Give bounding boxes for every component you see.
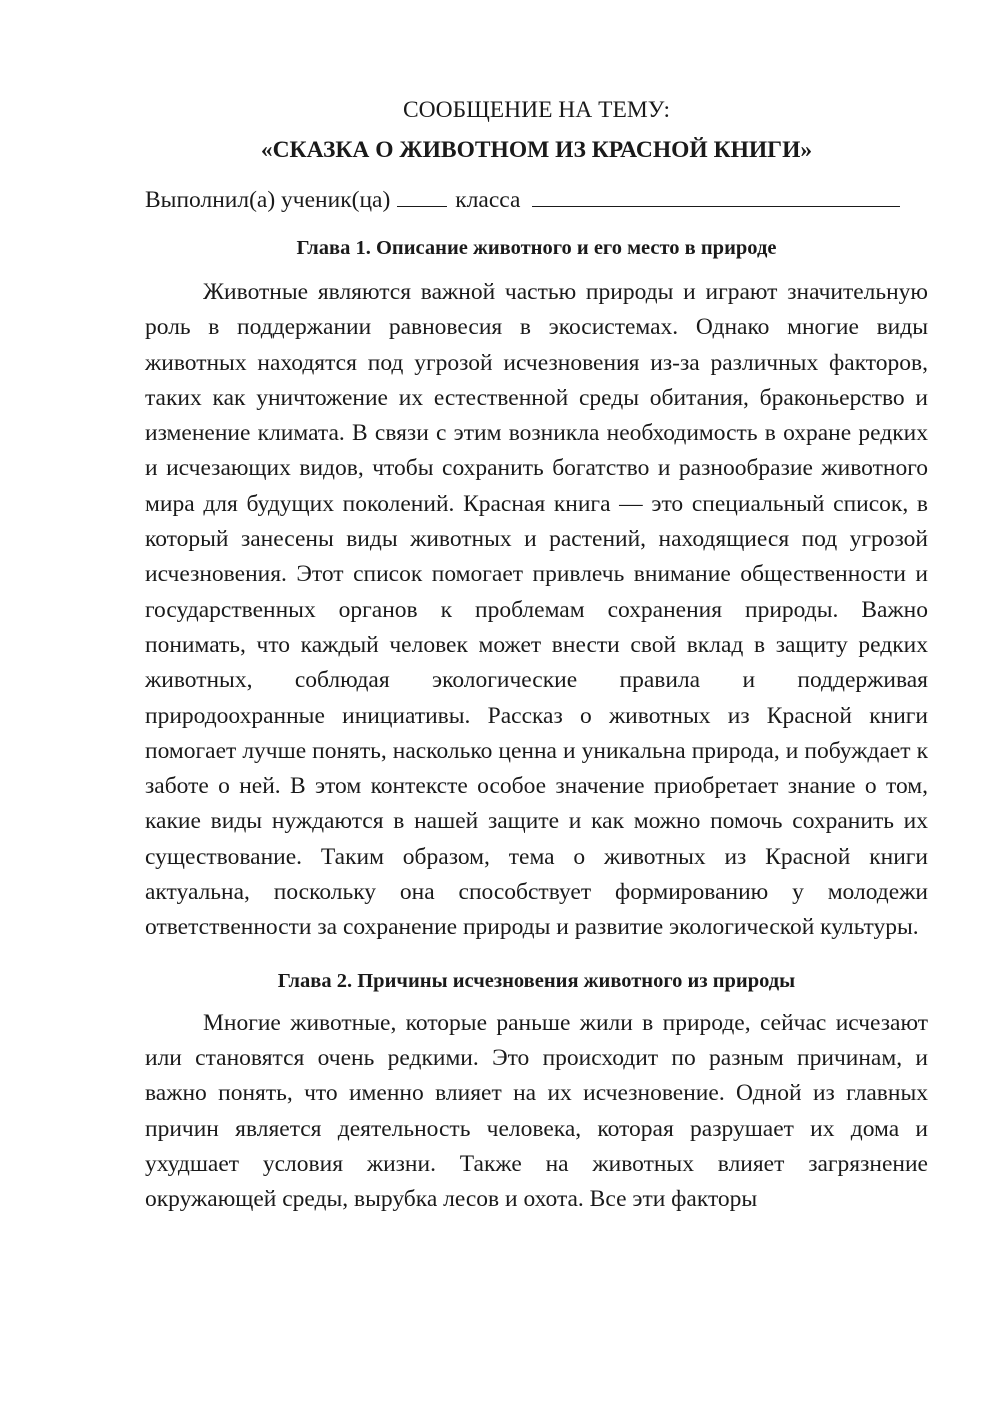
document-body (145, 92, 928, 1217)
chapter-1-paragraph: Животные являются важной частью природы и играют значительную роль в поддержании равновесия в экосистемах. Однако многие виды животных находятся под угрозой исчезновения из-за различных факторов, таких как уничтожение их естественной среды обитания, браконьерство и изменение климата. В связи с этим возникла необходимость в охране редких и исчезающих видов, чтобы сохранить богатство и разнообразие животного мира для будущих поколений. Красная книга — это специальный список, в который занесены виды животных и растений, находящиеся под угрозой исчезновения. Этот список помогает привлечь внимание общественности и государственных органов к проблемам сохранения природы. Важно понимать, что каждый человек может внести свой вклад в защиту редких животных, соблюдая экологические правила и поддерживая природоохранные инициативы. Рассказ о животных из Красной книги помогает лучше понять, насколько ценна и уникальна природа, и побуждает к заботе о ней. В этом контексте особое значение приобретает знание о том, какие виды нуждаются в нашей защите и как можно помочь сохранить их существование. Таким образом, тема о животных из Красной книги актуальна, поскольку она способствует формированию у молодежи ответственности за сохранение природы и развитие экологической культуры. (145, 279, 928, 941)
chapter-2-heading: Глава 2. Причины исчезновения животного из природы (277, 969, 796, 992)
document-title: «СКАЗКА О ЖИВОТНОМ ИЗ КРАСНОЙ КНИГИ» (260, 137, 813, 163)
author-prefix: Выполнил(а) ученик(ца) (145, 187, 391, 213)
chapter-1-heading: Глава 1. Описание животного и его место в природе (296, 237, 777, 259)
chapter-2-paragraph: Многие животные, которые раньше жили в природе, сейчас исчезают или становятся очень редкими. Это происходит по разным причинам, и важно понять, что именно влияет на их исчезновение. Одной из главных причин является деятельность человека, которая разрушает их дома и ухудшает условия жизни. Также на животных влияет загрязнение окружающей среды, вырубка лесов и охота. Все эти факторы (145, 1009, 928, 1213)
class-label: класса (455, 187, 521, 213)
grade-blank (397, 184, 447, 207)
author-line (145, 182, 928, 218)
name-blank (532, 184, 900, 207)
subject-line: СООБЩЕНИЕ НА ТЕМУ: (402, 97, 671, 123)
